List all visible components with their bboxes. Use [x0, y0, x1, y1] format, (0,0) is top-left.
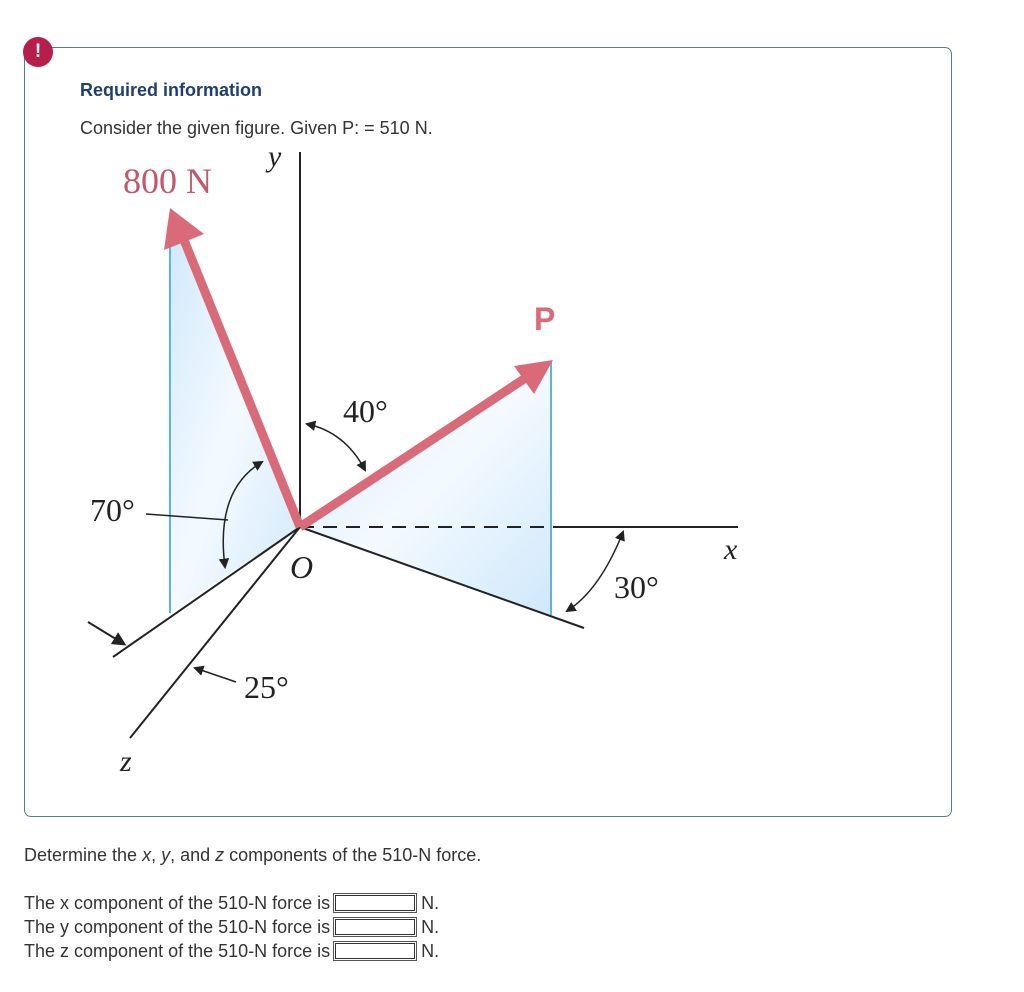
question-text: Determine the x, y, and z components of the 510-N force.: [24, 845, 482, 865]
projection-tick-arrow: [88, 622, 124, 644]
plane-p: [300, 362, 551, 615]
origin-label: O: [290, 549, 314, 585]
answer-input-x[interactable]: [333, 893, 417, 913]
y-axis-label: y: [268, 140, 282, 173]
answer-unit-z: N.: [421, 940, 440, 961]
x-axis-label: x: [724, 533, 738, 566]
force-diagram: [70, 140, 770, 780]
force-label-p: P: [534, 301, 556, 337]
answer-unit-y: N.: [421, 916, 440, 937]
alert-icon: !: [23, 37, 53, 67]
answer-label-y: The y component of the 510-N force is: [24, 916, 331, 937]
answer-row-z: [24, 939, 439, 963]
angle-label-70: 70°: [90, 492, 135, 528]
angle-arc-40: [307, 424, 365, 470]
answer-unit-x: N.: [421, 892, 440, 913]
answer-input-z[interactable]: [333, 941, 417, 961]
force-label-800n: 800 N: [123, 161, 212, 201]
z-axis-label: z: [120, 745, 132, 778]
answer-label-z: The z component of the 510-N force is: [24, 940, 331, 961]
angle-label-25: 25°: [244, 669, 289, 705]
answer-row-x: [24, 891, 439, 915]
angle-arrow-25: [195, 668, 236, 682]
info-text: Consider the given figure. Given P: = 510 N.: [80, 118, 433, 138]
angle-label-40: 40°: [343, 393, 388, 429]
answer-row-y: [24, 915, 439, 939]
answer-list: [24, 891, 439, 963]
info-title: Required information: [80, 80, 263, 100]
answer-input-y[interactable]: [333, 917, 417, 937]
plane-800n: [170, 215, 300, 613]
angle-label-30: 30°: [614, 569, 659, 605]
answer-label-x: The x component of the 510-N force is: [24, 892, 331, 913]
